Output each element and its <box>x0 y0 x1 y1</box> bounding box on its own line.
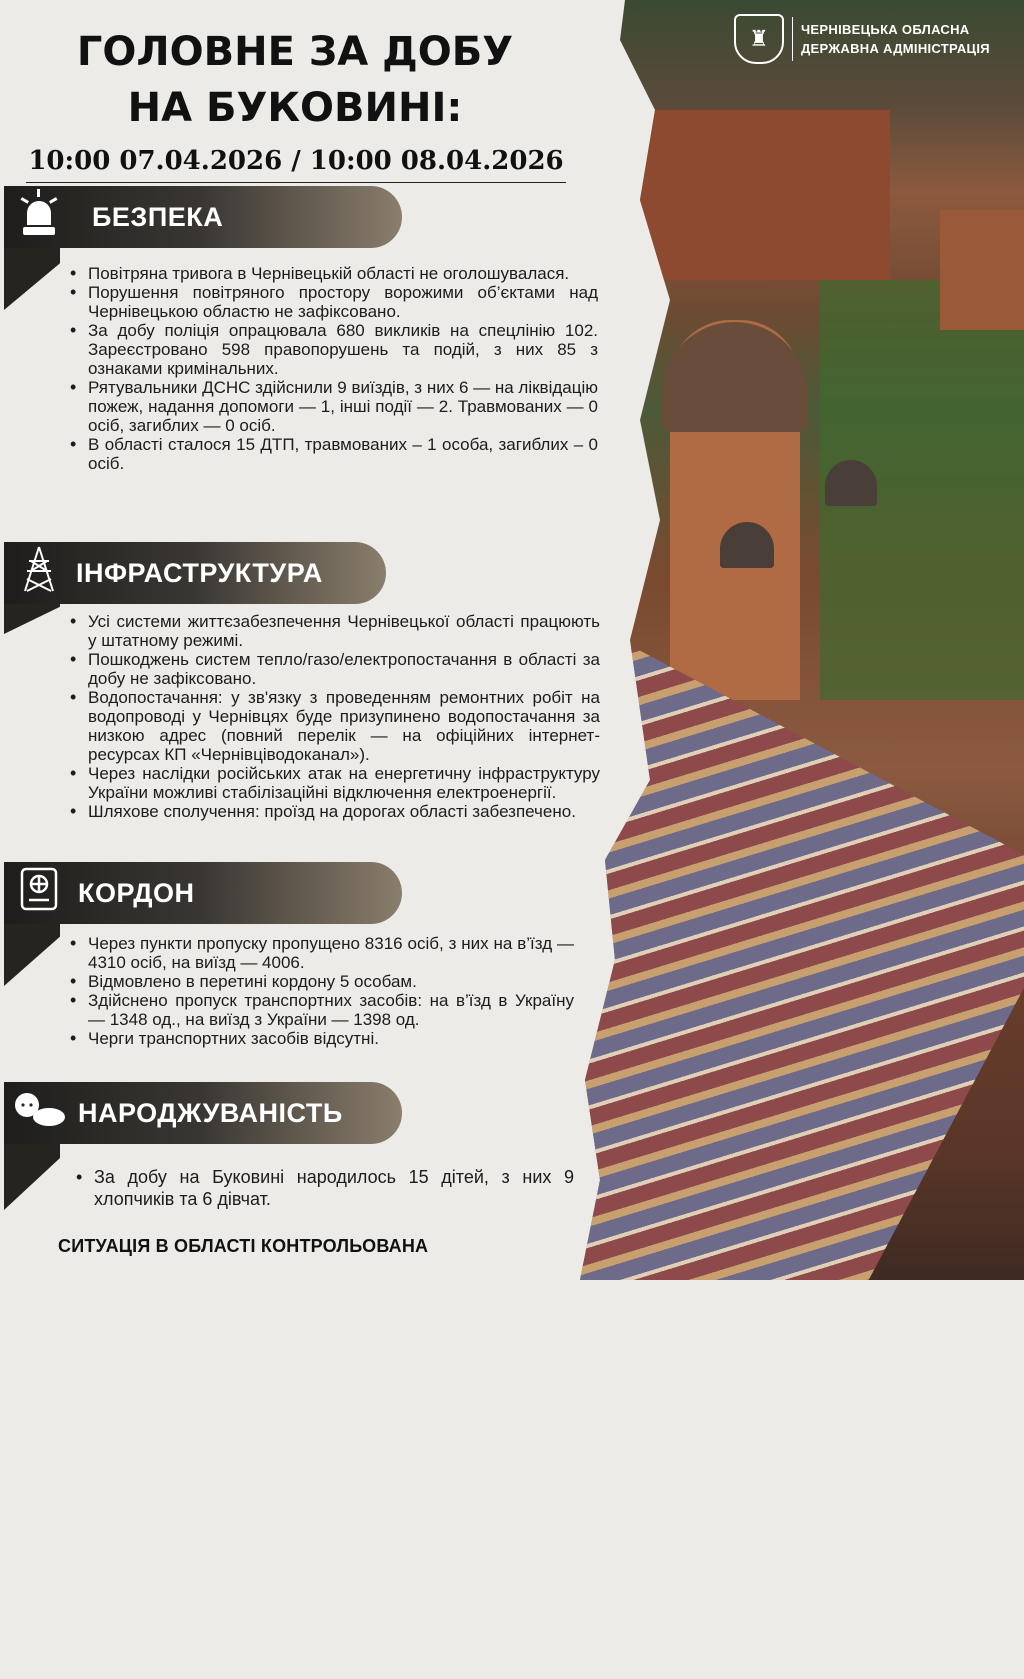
section-tail <box>4 238 60 310</box>
siren-icon <box>4 189 74 246</box>
logo-line-2: ДЕРЖАВНА АДМІНІСТРАЦІЯ <box>801 41 990 56</box>
list-item: • Усі системи життєзабезпечення Чернівецької області працюють у штатному режимі. <box>88 612 600 650</box>
section-header-security <box>4 186 402 248</box>
list-item: • Здійснено пропуск транспортних засобів: на в’їзд в Україну — 1348 од., на виїзд з України — 1398 од. <box>88 991 574 1029</box>
list-item: • Рятувальники ДСНС здійснили 9 виїздів, з них 6 — на ліквідацію пожеж, надання допомоги — 1, інші події — 2. Травмованих — 0 осіб, загиблих — 0 осіб. <box>88 378 598 435</box>
section-label: КОРДОН <box>78 877 195 908</box>
section-header-births <box>4 1082 402 1144</box>
list-item: • Відмовлено в перетині кордону 5 особам. <box>88 972 574 991</box>
section-label: НАРОДЖУВАНІСТЬ <box>78 1097 343 1128</box>
list-item: • Через пункти пропуску пропущено 8316 осіб, з них на в’їзд — 4310 осіб, на виїзд — 4006. <box>88 934 574 972</box>
power-tower-icon <box>4 545 74 602</box>
list-item: • Водопостачання: у зв'язку з проведенням ремонтних робіт на водопроводі у Чернівцях буде призупинено водопостачання за низкою адрес (повний перелік — на офіційних інтернет-ресурсах КП «Чернівціводоканал»). <box>88 688 600 764</box>
coat-of-arms-icon: ♜ <box>734 14 784 64</box>
logo-line-1: ЧЕРНІВЕЦЬКА ОБЛАСНА <box>801 22 970 37</box>
page-title <box>40 24 550 136</box>
list-item: • Повітряна тривога в Чернівецькій області не оголошувалася. <box>88 264 598 283</box>
footer-status: СИТУАЦІЯ В ОБЛАСТІ КОНТРОЛЬОВАНА <box>58 1236 429 1256</box>
list-item: • Порушення повітряного простору ворожими об’єктами над Чернівецькою областю не зафіксовано. <box>88 283 598 321</box>
section-label: БЕЗПЕКА <box>92 201 224 232</box>
list-item: • В області сталося 15 ДТП, травмованих – 1 особа, загиблих – 0 осіб. <box>88 435 598 473</box>
infrastructure-list <box>64 612 600 821</box>
section-header-infrastructure <box>4 542 386 604</box>
section-label: ІНФРАСТРУКТУРА <box>76 557 323 588</box>
border-list <box>64 934 574 1048</box>
list-item: • За добу поліція опрацювала 680 викликів на спецлінію 102. Зареєстровано 598 правопорушень та подій, з них 85 з ознаками кримінальних. <box>88 321 598 378</box>
section-header-border <box>4 862 402 924</box>
security-list <box>64 264 598 473</box>
title-line-1: ГОЛОВНЕ ЗА ДОБУ <box>76 29 514 75</box>
list-item: • Черги транспортних засобів відсутні. <box>88 1029 574 1048</box>
title-line-2: НА БУКОВИНІ: <box>127 85 463 131</box>
list-item: • За добу на Буковині народилось 15 дітей, з них 9 хлопчиків та 6 дівчат. <box>94 1166 574 1210</box>
list-item: • Шляхове сполучення: проїзд на дорогах області забезпечено. <box>88 802 600 821</box>
list-item: • Пошкоджень систем тепло/газо/електропостачання в області за добу не зафіксовано. <box>88 650 600 688</box>
births-list <box>70 1166 574 1210</box>
administration-logo <box>734 14 990 64</box>
passport-icon <box>4 866 74 921</box>
list-item: • Через наслідки російських атак на енергетичну інфраструктуру України можливі стабілізаційні відключення електроенергії. <box>88 764 600 802</box>
baby-icon <box>4 1089 74 1138</box>
date-range: 10:00 07.04.2026 / 10:00 08.04.2026 <box>26 146 566 183</box>
